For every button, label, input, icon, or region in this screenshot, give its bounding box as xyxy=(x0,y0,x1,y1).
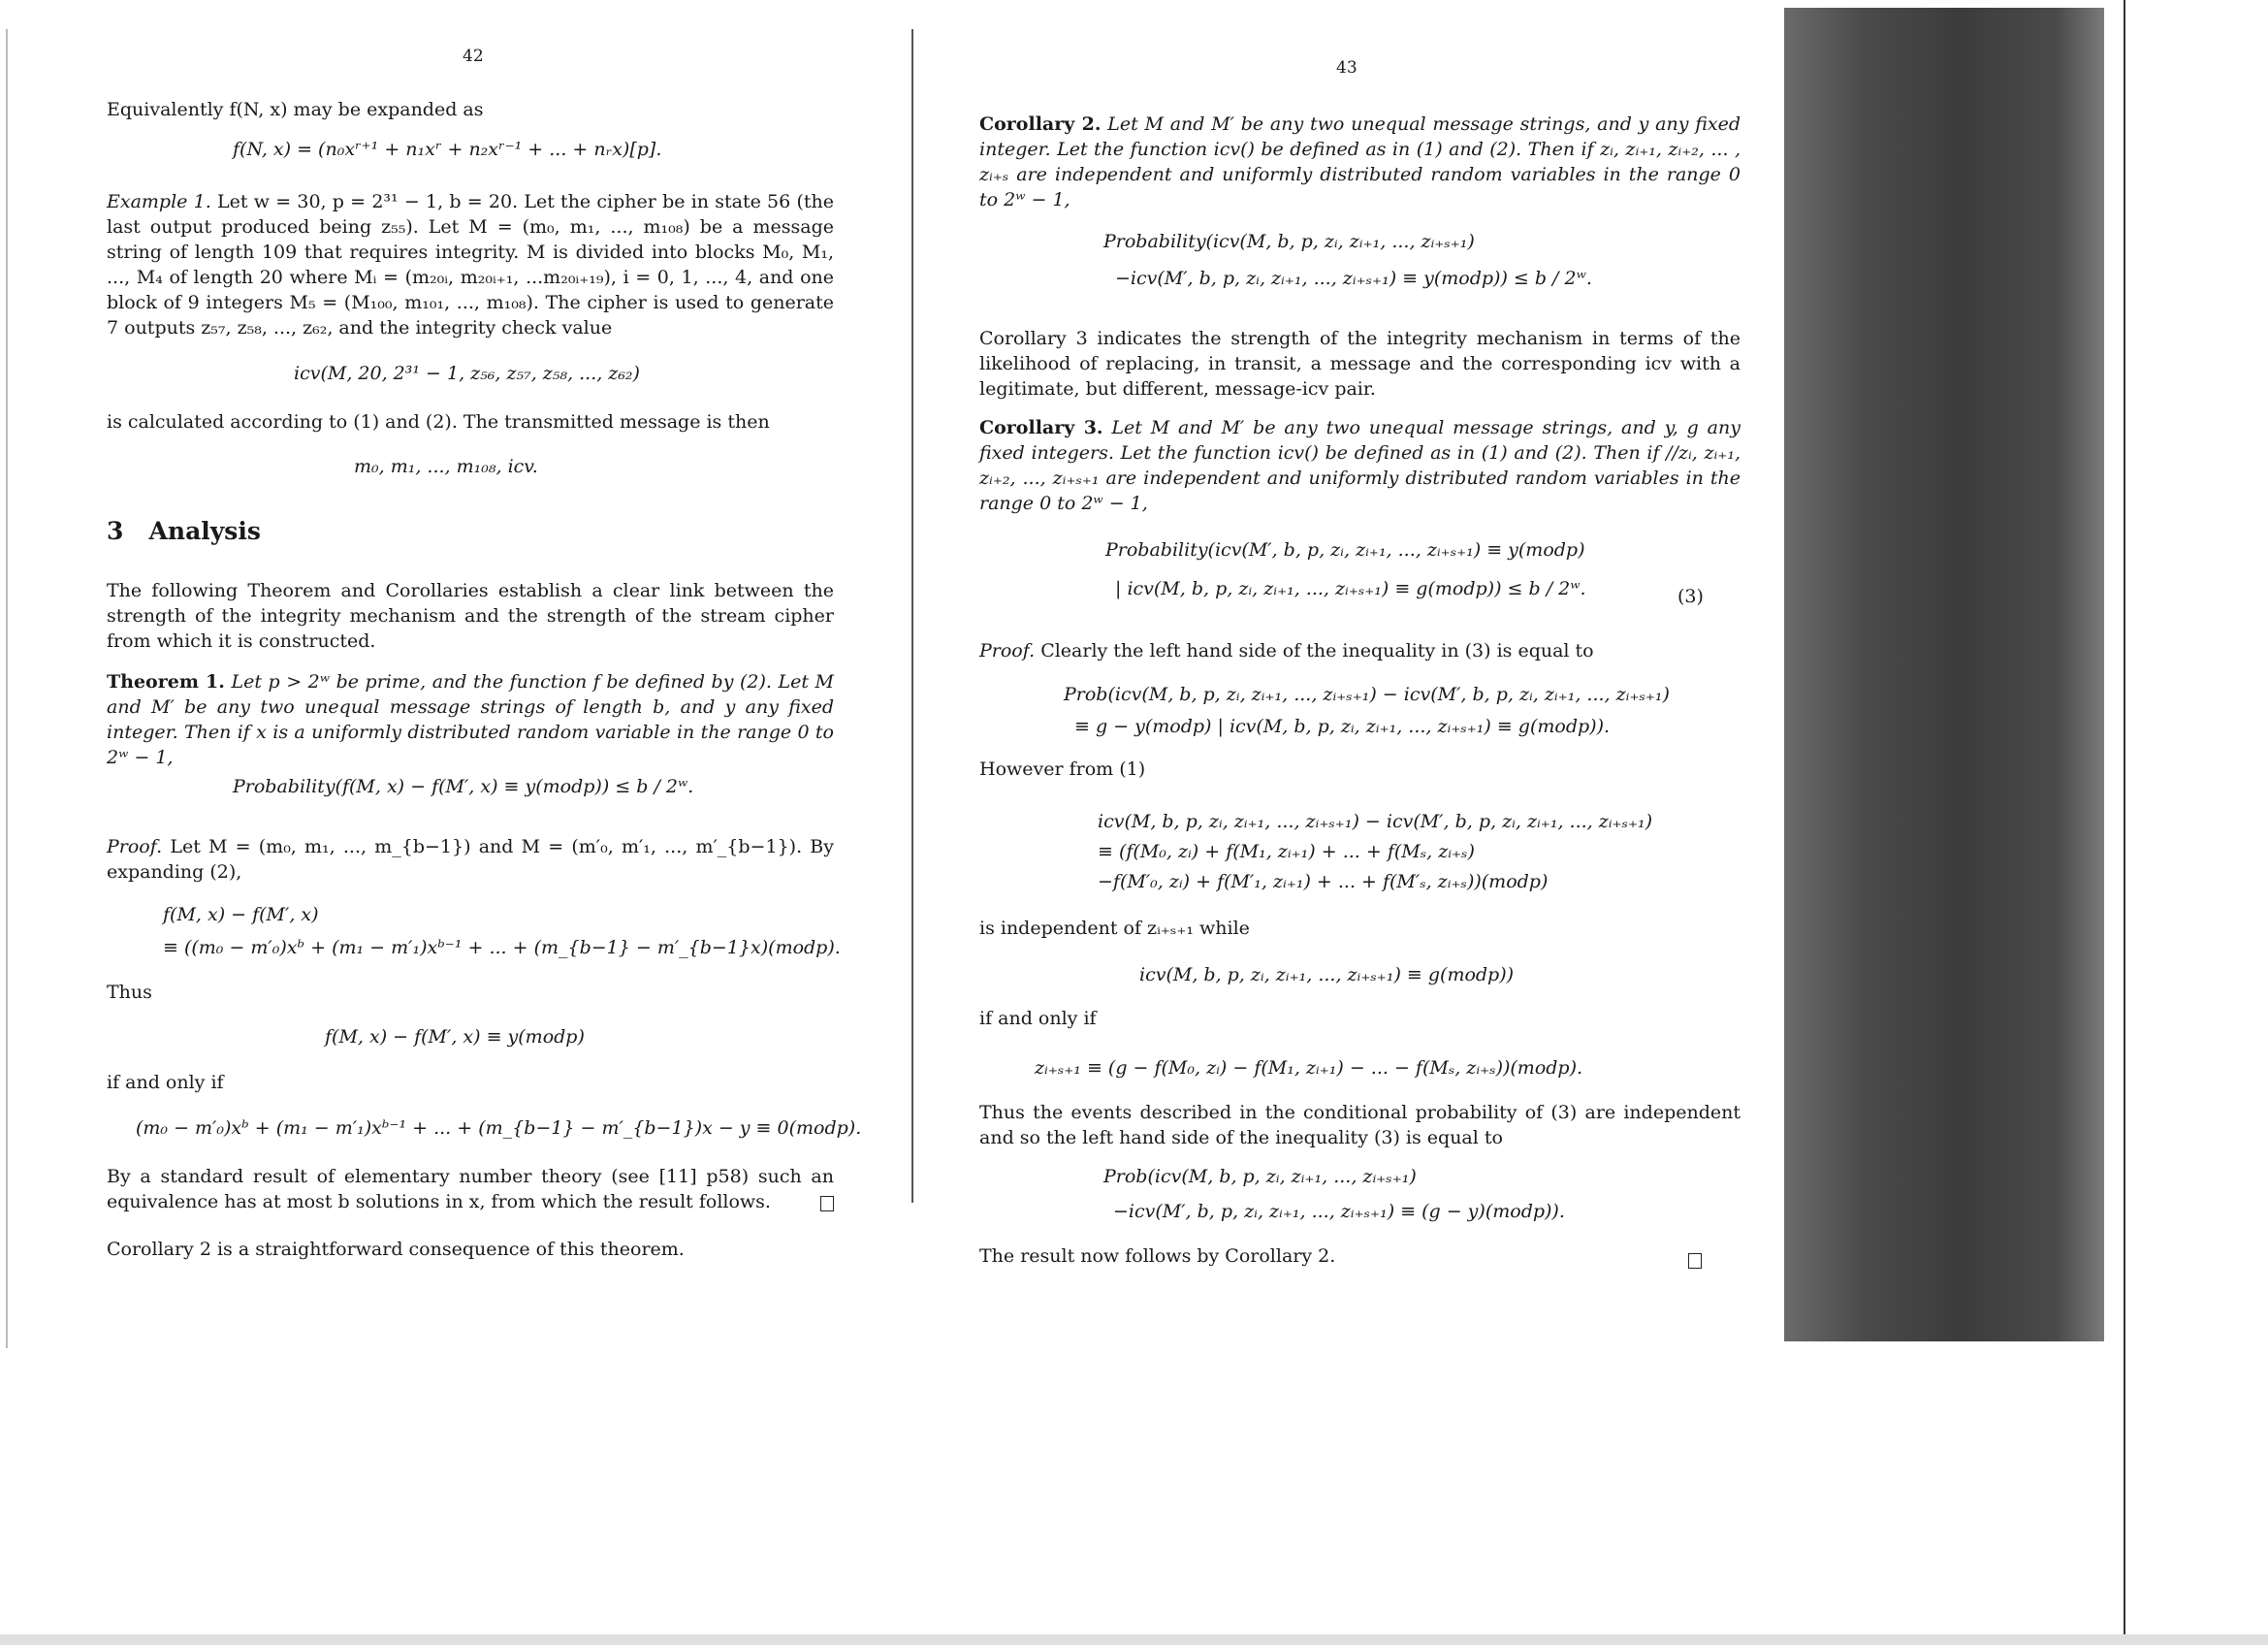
equation: (m₀ − m′₀)xᵇ + (m₁ − m′₁)xᵇ⁻¹ + ... + (m_{b−1} − m′_{b−1})x − y ≡ 0(modp). xyxy=(136,1117,862,1139)
equation: −icv(M′, b, p, zᵢ, zᵢ₊₁, ..., zᵢ₊ₛ₊₁) ≡ y(modp)) ≤ b / 2ʷ. xyxy=(1115,268,1592,289)
paragraph: Thus xyxy=(107,982,152,1003)
proof xyxy=(107,834,834,885)
paragraph: is independent of zᵢ₊ₛ₊₁ while xyxy=(979,918,1250,939)
bottom-shadow xyxy=(0,1634,2268,1645)
equation: icv(M, b, p, zᵢ, zᵢ₊₁, ..., zᵢ₊ₛ₊₁) − icv(M′, b, p, zᵢ, zᵢ₊₁, ..., zᵢ₊ₛ₊₁) xyxy=(1098,811,1653,832)
paragraph: By a standard result of elementary number theory (see [11] p58) such an equivalence has at most b solutions in x, from which the result follows. xyxy=(107,1166,834,1212)
page-edge-line xyxy=(2124,0,2125,1645)
paragraph: if and only if xyxy=(107,1072,224,1093)
equation: −f(M′₀, zᵢ) + f(M′₁, zᵢ₊₁) + ... + f(M′ₛ, zᵢ₊ₛ))(modp) xyxy=(1098,871,1549,892)
theorem xyxy=(107,669,834,770)
theorem-label: Theorem 1. xyxy=(107,671,225,693)
paragraph: Equivalently f(N, x) may be expanded as xyxy=(107,99,484,120)
proof-label: Proof. xyxy=(107,836,163,857)
equation-number: (3) xyxy=(1677,586,1704,607)
corollary-2 xyxy=(979,112,1741,212)
example-text: Let w = 30, p = 2³¹ − 1, b = 20. Let the cipher be in state 56 (the last output produced being z₅₅). Let M = (m₀, m₁, ..., m₁₀₈) be a message string of length 109 that requires integrity. M is divided into blocks M₀, M₁, ..., M₄ of length 20 where Mᵢ = (m₂₀ᵢ, m₂₀ᵢ₊₁, ...m₂₀ᵢ₊₁₉), i = 0, 1, ..., 4, and one block of 9 integers M₅ = (M₁₀₀, m₁₀₁, ..., m₁₀₈). The cipher is used to generate 7 outputs z₅₇, z₅₈, ..., z₆₂, and the integrity check value xyxy=(107,191,834,339)
paragraph: Corollary 3 indicates the strength of the integrity mechanism in terms of the likelihood of replacing, in transit, a message and the corresponding icv with a legitimate, but different, message-icv pair. xyxy=(979,328,1741,400)
paragraph: Thus the events described in the conditional probability of (3) are independent and so the left hand side of the inequality (3) is equal to xyxy=(979,1102,1741,1148)
proof-text: Clearly the left hand side of the inequality in (3) is equal to xyxy=(1040,640,1594,661)
left-page xyxy=(0,0,907,1645)
equation: −icv(M′, b, p, zᵢ, zᵢ₊₁, ..., zᵢ₊ₛ₊₁) ≡ (g − y)(modp)). xyxy=(1113,1201,1565,1222)
equation: f(M, x) − f(M′, x) ≡ y(modp) xyxy=(325,1026,585,1048)
theorem-text: Let p > 2ʷ be prime, and the function f be defined by (2). Let M and M′ be any two unequal message strings of length b, and y any fixed integer. Then if x is a uniformly distributed random variable in the range 0 to 2ʷ − 1, xyxy=(107,671,835,768)
equation: ≡ ((m₀ − m′₀)xᵇ + (m₁ − m′₁)xᵇ⁻¹ + ... + (m_{b−1} − m′_{b−1}x)(modp). xyxy=(163,937,841,958)
equation: Probability(f(M, x) − f(M′, x) ≡ y(modp)) ≤ b / 2ʷ. xyxy=(233,776,694,797)
equation: Prob(icv(M, b, p, zᵢ, zᵢ₊₁, ..., zᵢ₊ₛ₊₁) − icv(M′, b, p, zᵢ, zᵢ₊₁, ..., zᵢ₊ₛ₊₁) xyxy=(1064,684,1670,705)
proof-label: Proof. xyxy=(979,640,1036,661)
paragraph: if and only if xyxy=(979,1008,1097,1029)
equation: ≡ (f(M₀, zᵢ) + f(M₁, zᵢ₊₁) + ... + f(Mₛ, zᵢ₊ₛ) xyxy=(1098,841,1475,862)
right-page xyxy=(907,0,1779,1645)
corollary-label: Corollary 2. xyxy=(979,113,1102,135)
page-number: 42 xyxy=(463,47,484,66)
equation: m₀, m₁, ..., m₁₀₈, icv. xyxy=(354,456,538,477)
corollary-3 xyxy=(979,415,1741,516)
paragraph: The following Theorem and Corollaries establish a clear link between the strength of the integrity mechanism and the strength of the stream cipher from which it is constructed. xyxy=(107,580,834,652)
paragraph: Corollary 2 is a straightforward consequence of this theorem. xyxy=(107,1239,685,1260)
equation: f(N, x) = (n₀xʳ⁺¹ + n₁xʳ + n₂xʳ⁻¹ + ... + nᵣx)[p]. xyxy=(233,139,662,160)
equation: f(M, x) − f(M′, x) xyxy=(163,904,319,925)
equation: zᵢ₊ₛ₊₁ ≡ (g − f(M₀, zᵢ) − f(M₁, zᵢ₊₁) − ... − f(Mₛ, zᵢ₊ₛ))(modp). xyxy=(1035,1057,1583,1079)
corollary-text: Let M and M′ be any two unequal message strings, and y, g any fixed integers. Let the function icv() be defined as in (1) and (2). Then if //zᵢ, zᵢ₊₁, zᵢ₊₂, ..., zᵢ₊ₛ₊₁ are independent and uniformly distributed random variables in the range 0 to 2ʷ − 1, xyxy=(979,417,1741,514)
qed-symbol xyxy=(820,1196,834,1211)
equation: | icv(M, b, p, zᵢ, zᵢ₊₁, ..., zᵢ₊ₛ₊₁) ≡ g(modp)) ≤ b / 2ʷ. xyxy=(1115,578,1586,599)
proof-text: Let M = (m₀, m₁, ..., m_{b−1}) and M = (m′₀, m′₁, ..., m′_{b−1}). By expanding (2), xyxy=(107,836,834,883)
proof xyxy=(979,638,1741,663)
scanner-shadow-band xyxy=(1784,8,2104,1341)
example-paragraph xyxy=(107,189,834,340)
corollary-label: Corollary 3. xyxy=(979,417,1103,438)
page-number: 43 xyxy=(1336,58,1358,78)
equation: icv(M, b, p, zᵢ, zᵢ₊₁, ..., zᵢ₊ₛ₊₁) ≡ g(modp)) xyxy=(1139,964,1515,985)
equation: Probability(icv(M′, b, p, zᵢ, zᵢ₊₁, ..., zᵢ₊ₛ₊₁) ≡ y(modp) xyxy=(1105,539,1585,561)
example-label: Example 1. xyxy=(107,191,211,212)
equation: Probability(icv(M, b, p, zᵢ, zᵢ₊₁, ..., zᵢ₊ₛ₊₁) xyxy=(1103,231,1475,252)
corollary-text: Let M and M′ be any two unequal message strings, and y any fixed integer. Let the function icv() be defined as in (1) and (2). Then if zᵢ, zᵢ₊₁, zᵢ₊₂, ... , zᵢ₊ₛ are independent and uniformly distributed random variables in the range 0 to 2ʷ − 1, xyxy=(979,113,1741,210)
equation: icv(M, 20, 2³¹ − 1, z₅₆, z₅₇, z₅₈, ..., z₆₂) xyxy=(294,363,640,384)
equation: ≡ g − y(modp) | icv(M, b, p, zᵢ, zᵢ₊₁, ..., zᵢ₊ₛ₊₁) ≡ g(modp)). xyxy=(1074,716,1611,737)
qed-symbol xyxy=(1688,1253,1702,1269)
paragraph: The result now follows by Corollary 2. xyxy=(979,1245,1336,1267)
section-heading: 3 Analysis xyxy=(107,517,261,545)
paragraph: However from (1) xyxy=(979,758,1146,780)
paragraph: is calculated according to (1) and (2). The transmitted message is then xyxy=(107,411,770,433)
equation: Prob(icv(M, b, p, zᵢ, zᵢ₊₁, ..., zᵢ₊ₛ₊₁) xyxy=(1103,1166,1417,1187)
